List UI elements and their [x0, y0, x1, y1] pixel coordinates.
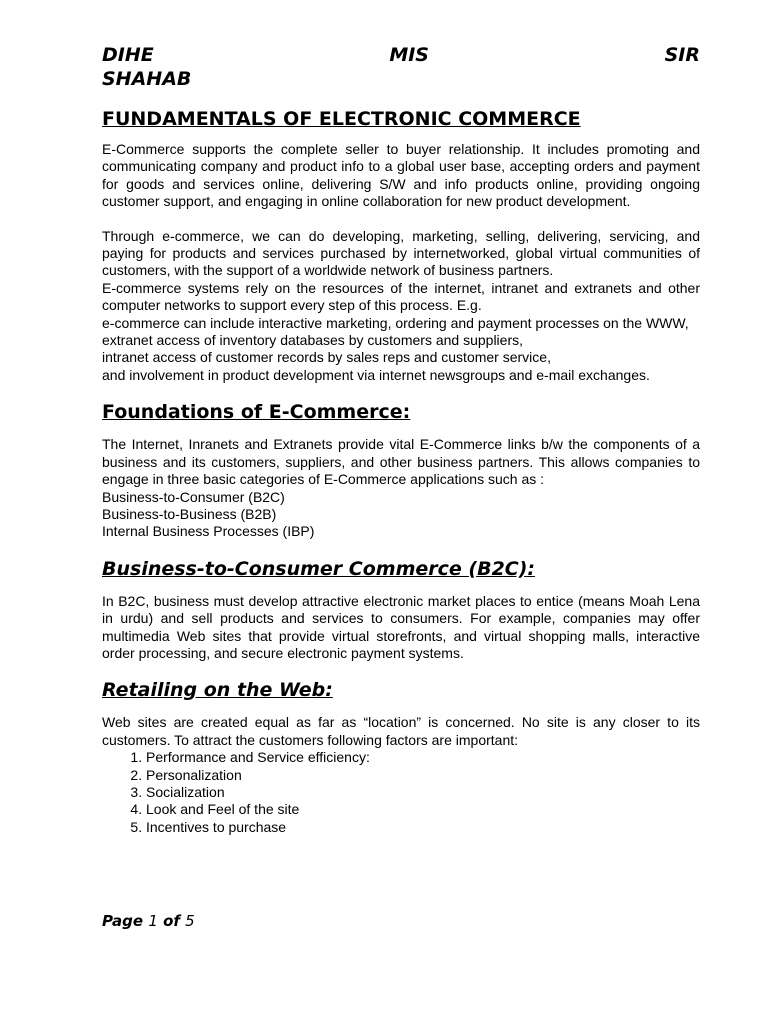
- factor-item: 2. Personalization: [146, 767, 700, 784]
- factor-item: 3. Socialization: [146, 784, 700, 801]
- document-title: FUNDAMENTALS OF ELECTRONIC COMMERCE: [102, 108, 581, 130]
- intro-paragraph-4: e-commerce can include interactive marketing, ordering and payment processes on the WWW,: [102, 314, 689, 331]
- retail-paragraph: Web sites are created equal as far as “location” is concerned. No site is any closer to its customers. To attract the customers following factors are important:: [102, 714, 700, 748]
- footer-total-pages: 5: [185, 912, 195, 930]
- intro-paragraph-3: E-commerce systems rely on the resources of the internet, intranet and extranets and other computer networks to support every step of this process. E.g.: [102, 279, 700, 314]
- header-second-line: SHAHAB: [102, 68, 192, 90]
- document-page: [102, 43, 700, 836]
- footer-of-word: of: [163, 912, 180, 930]
- page-footer: [102, 912, 195, 930]
- intro-line-5: extranet access of inventory databases by customers and suppliers,: [102, 332, 523, 349]
- intro-line-6: intranet access of customer records by sales reps and customer service,: [102, 349, 551, 366]
- intro-paragraph-1: E-Commerce supports the complete seller to buyer relationship. It includes promoting and communicating company and product info to a global user base, accepting orders and payment for goods and services online, delivering S/W and info products online, providing ongoing customer support, and engaging in online collaboration for new product development.: [102, 141, 700, 210]
- header-center: MIS: [389, 44, 429, 66]
- category-item: Business-to-Consumer (B2C): [102, 488, 285, 505]
- category-item: Business-to-Business (B2B): [102, 505, 277, 522]
- factor-item: 5. Incentives to purchase: [146, 819, 700, 836]
- factor-item: 4. Look and Feel of the site: [146, 801, 700, 818]
- b2c-heading: Business-to-Consumer Commerce (B2C):: [102, 557, 536, 580]
- foundations-heading: Foundations of E-Commerce:: [102, 401, 411, 424]
- category-item: Internal Business Processes (IBP): [102, 523, 315, 540]
- page-header: [102, 43, 700, 67]
- retail-heading: Retailing on the Web:: [102, 679, 333, 702]
- intro-paragraph-2: Through e-commerce, we can do developing, marketing, selling, delivering, servicing, and paying for products and services purchased by internetworked, global virtual communities of customers, with the support of a worldwide network of business partners.: [102, 227, 700, 279]
- footer-current-page: 1: [148, 912, 158, 930]
- header-left: DIHE: [102, 44, 154, 66]
- footer-page-word: Page: [102, 912, 144, 930]
- factor-item: 1. Performance and Service efficiency:: [146, 749, 700, 766]
- intro-line-7: and involvement in product development via internet newsgroups and e-mail exchanges.: [102, 366, 650, 383]
- b2c-paragraph: In B2C, business must develop attractive electronic market places to entice (means Moah Lena in urdu) and sell products and services to consumers. For example, companies may offer multimedia Web sites that provide virtual storefronts, and virtual shopping malls, interactive order processing, and secure electronic payment systems.: [102, 592, 700, 661]
- factors-list: [102, 749, 700, 836]
- header-right: SIR: [664, 44, 700, 66]
- foundations-paragraph: The Internet, Inranets and Extranets provide vital E-Commerce links b/w the components of a business and its customers, suppliers, and other business partners. This allows companies to engage in three basic categories of E-Commerce applications such as :: [102, 436, 700, 488]
